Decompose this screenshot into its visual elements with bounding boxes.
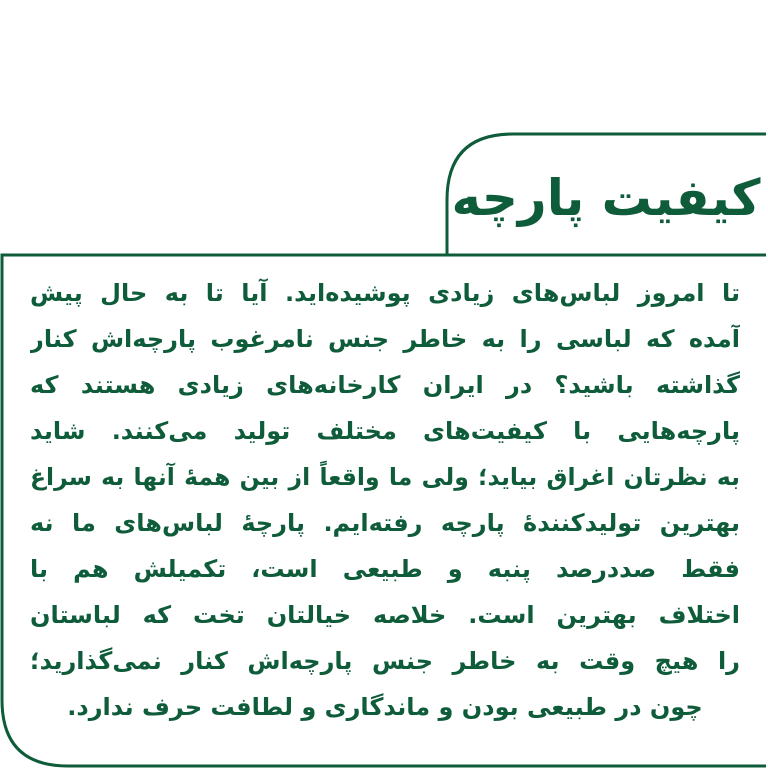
body-paragraph — [30, 270, 740, 748]
body-line: به نظرتان اغراق بیاید؛ ولی ما واقعاً از بین همهٔ آنها به سراغ — [30, 463, 740, 491]
body-line: بهترین تولیدکنندهٔ پارچه رفته‌ایم. پارچهٔ لباس‌های ما نه — [30, 509, 740, 537]
body-line: اختلاف بهترین است. خلاصه خیالتان تخت که لباستان — [30, 601, 740, 629]
body-line: آمده که لباسی را به خاطر جنس نامرغوب پارچه‌اش کنار — [30, 325, 740, 353]
body-line: چون در طبیعی بودن و ماندگاری و لطافت حرف ندارد. — [67, 693, 703, 721]
body-line: را هیچ وقت به خاطر جنس پارچه‌اش کنار نمی‌گذارید؛ — [30, 647, 740, 675]
body-line: فقط صددرصد پنبه و طبیعی است، تکمیلش هم با — [30, 555, 740, 583]
body-line: تا امروز لباس‌های زیادی پوشیده‌اید. آیا تا به حال پیش — [30, 279, 740, 307]
body-line: گذاشته باشید؟ در ایران کارخانه‌های زیادی هستند که — [30, 371, 740, 399]
body-line: پارچه‌هایی با کیفیت‌های مختلف تولید می‌کنند. شاید — [30, 417, 740, 445]
section-title: کیفیت پارچه — [451, 169, 761, 227]
